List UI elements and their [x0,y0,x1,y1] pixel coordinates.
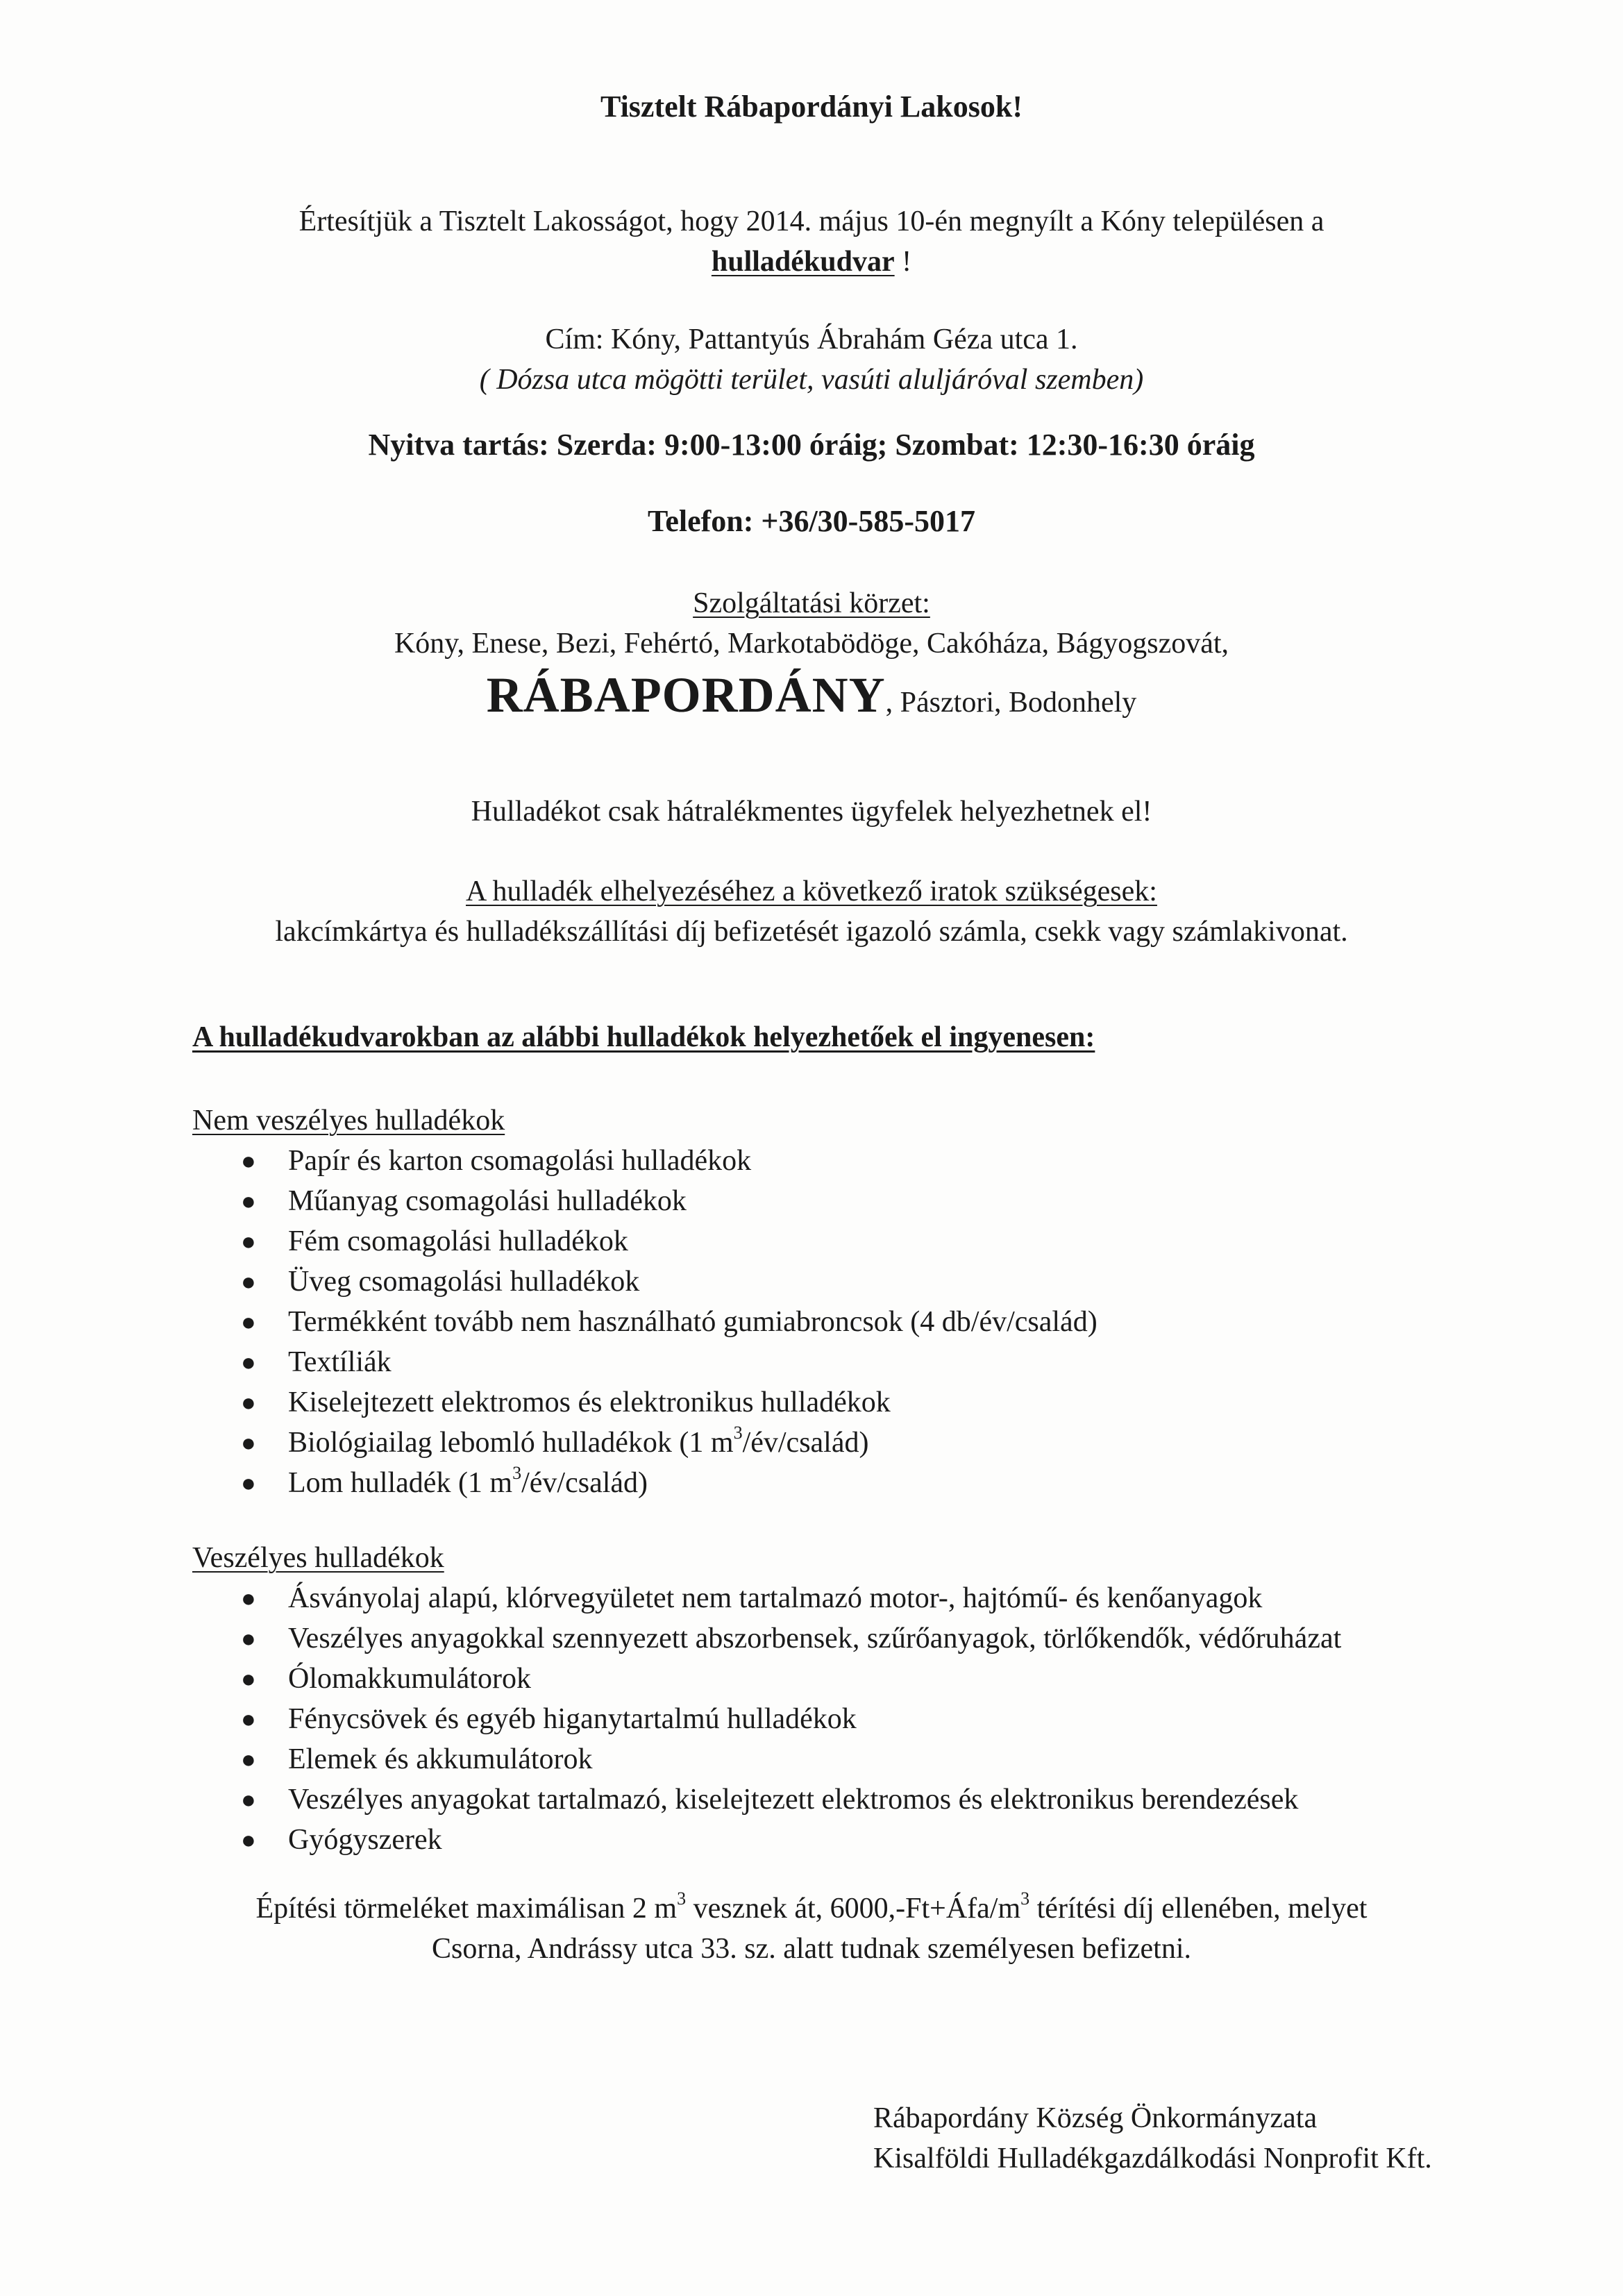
phone-number: Telefon: +36/30-585-5017 [648,504,975,538]
document-title: Tisztelt Rábapordányi Lakosok! [600,90,1023,124]
bullet-icon: ● [241,1786,256,1813]
district-line-1: Kóny, Enese, Bezi, Fehértó, Markotabödöge, Cakóháza, Bágyogszovát, [394,628,1229,660]
intro-line-2-suffix: ! [894,246,912,278]
hazardous-list [192,1578,1511,1860]
address-line: Cím: Kóny, Pattantyús Ábrahám Géza utca 1. [545,324,1078,355]
list-item: ● Veszélyes anyagokkal szennyezett abszorbensek, szűrőanyagok, törlőkendők, védőruházat [192,1618,1511,1659]
construction-line-1: Építési törmeléket maximálisan 2 $m^3$ vesznek át, $6000,-Ft+Áfa/m^3$ térítési díj ellenében, melyet [255,1888,1368,1925]
list-item: ● Lom hulladék (1 $m^3/év/család$) [192,1463,1511,1503]
required-documents [0,871,1623,952]
signature-block [873,2098,1432,2179]
list-item: ● Elemek és akkumulátorok [192,1739,1511,1779]
hazardous-section [192,1538,1511,1860]
district-line-2-suffix: , Pásztori, Bodonhely [885,687,1137,719]
free-waste-heading: A hulladékudvarokban az alábbi hulladékok helyezhetőek el ingyenesen: [192,1021,1095,1053]
bullet-icon: ● [241,1187,256,1215]
non-hazardous-section [192,1100,1511,1503]
address-note: ( Dózsa utca mögötti terület, vasúti aluljáróval szemben) [479,364,1144,396]
list-item: ● Fém csomagolási hulladékok [192,1221,1511,1262]
bullet-icon: ● [241,1429,256,1457]
non-hazardous-heading: Nem veszélyes hulladékok [192,1105,505,1137]
bullet-icon: ● [241,1826,256,1854]
bullet-icon: ● [241,1147,256,1175]
bullet-icon: ● [241,1389,256,1416]
district-heading: Szolgáltatási körzet: [693,587,930,619]
district-line-2 [0,664,1623,734]
non-hazardous-list [192,1141,1511,1503]
arrears-notice: Hulladékot csak hátralékmentes ügyfelek helyezhetnek el! [471,796,1152,828]
highlight-village: RÁBAPORDÁNY [486,667,886,723]
bullet-icon: ● [241,1308,256,1336]
bullet-icon: ● [241,1469,256,1497]
bullet-icon: ● [241,1665,256,1693]
documents-text: lakcímkártya és hulladékszállítási díj befizetését igazoló számla, csekk vagy számlakivonat. [275,916,1348,948]
address-block [0,319,1623,400]
list-item: ● Ásványolaj alapú, klórvegyületet nem tartalmazó motor-, hajtómű- és kenőanyagok [192,1578,1511,1618]
bullet-icon: ● [241,1625,256,1652]
construction-line-2: Csorna, Andrássy utca 33. sz. alatt tudnak személyesen befizetni. [431,1933,1191,1965]
bullet-icon: ● [241,1268,256,1296]
list-item: ● Termékként tovább nem használható gumiabroncsok (4 db/év/család) [192,1302,1511,1342]
list-item: ● Veszélyes anyagokat tartalmazó, kiselejtezett elektromos és elektronikus berendezések [192,1779,1511,1820]
list-item: ● Textíliák [192,1342,1511,1382]
list-item: ● Gyógyszerek [192,1820,1511,1860]
opening-hours: Nyitva tartás: Szerda: 9:00-13:00 óráig; Szombat: 12:30-16:30 óráig [368,428,1255,462]
construction-debris-note [0,1888,1623,1969]
list-item: ● Üveg csomagolási hulladékok [192,1262,1511,1302]
list-item: ● Ólomakkumulátorok [192,1659,1511,1699]
list-item: ● Fénycsövek és egyéb higanytartalmú hulladékok [192,1699,1511,1739]
service-district [0,583,1623,734]
bullet-icon: ● [241,1348,256,1376]
list-item: ● Biológiailag lebomló hulladékok (1 $m^3/év/család$) [192,1423,1511,1463]
intro-paragraph [0,201,1623,282]
list-item: ● Papír és karton csomagolási hulladékok [192,1141,1511,1181]
bullet-icon: ● [241,1227,256,1255]
documents-heading: A hulladék elhelyezéséhez a következő iratok szükségesek: [466,875,1157,907]
hazardous-heading: Veszélyes hulladékok [192,1542,444,1574]
waste-yard-term: hulladékudvar [711,246,895,278]
list-item: ● Műanyag csomagolási hulladékok [192,1181,1511,1221]
signature-line-1: Rábapordány Község Önkormányzata [873,2102,1318,2134]
bullet-icon: ● [241,1584,256,1612]
intro-line-2 [0,242,1623,282]
bullet-icon: ● [241,1705,256,1733]
bullet-icon: ● [241,1745,256,1773]
intro-line-1: Értesítjük a Tisztelt Lakosságot, hogy 2014. május 10-én megnyílt a Kóny településen a [298,206,1325,237]
signature-line-2: Kisalföldi Hulladékgazdálkodási Nonprofit Kft. [873,2143,1432,2175]
list-item: ● Kiselejtezett elektromos és elektronikus hulladékok [192,1382,1511,1423]
